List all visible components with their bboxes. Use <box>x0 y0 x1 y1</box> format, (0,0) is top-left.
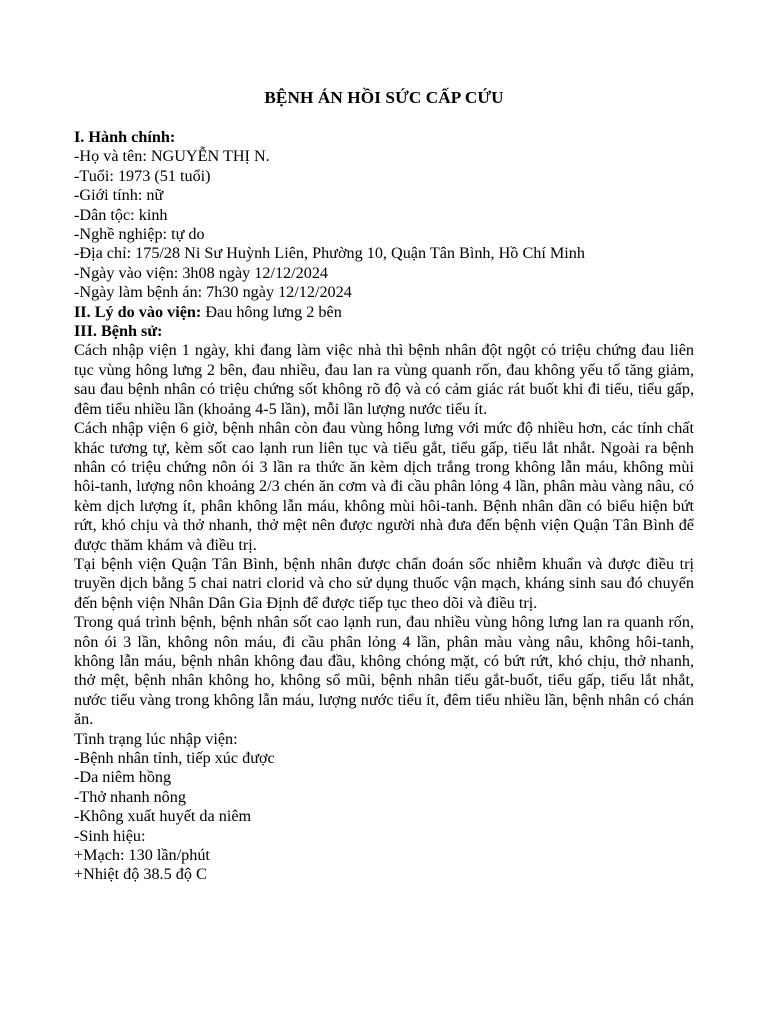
history-paragraph: Cách nhập viện 1 ngày, khi đang làm việc nhà thì bệnh nhân đột ngột có triệu chứng đau liên tục vùng hông lưng 2 bên, đau nhiều, đau lan ra vùng quanh rốn, đau không yếu tố tăng giảm, sau đau bệnh nhân có triệu chứng sốt không rõ độ và có cảm giác rát buốt khi đi tiểu, tiểu gấp, đêm tiểu nhiều lần (khoảng 4-5 lần), mỗi lần lượng nước tiểu ít. <box>74 341 694 418</box>
admission-date-line: -Ngày vào viện: 3h08 ngày 12/12/2024 <box>74 263 329 282</box>
section-administrative-heading: I. Hành chính: <box>74 128 176 146</box>
history-paragraph: Trong quá trình bệnh, bệnh nhân sốt cao lạnh run, đau nhiều vùng hông lưng lan ra quanh rốn, nôn ói 3 lần, không nôn máu, đi cầu phân lỏng 4 lần, phân màu vàng nâu, không hôi-tanh, không lẫn máu, bệnh nhân không đau đầu, không chóng mặt, có bứt rứt, khó chịu, thở nhanh, thở mệt, bệnh nhân không ho, không sổ mũi, bệnh nhân tiểu gắt-buốt, tiểu gấp, tiểu lắt nhắt, nước tiểu vàng trong không lẫn máu, lượng nước tiểu ít, đêm tiểu nhiều lần, bệnh nhân có chán ăn. <box>74 613 694 729</box>
history-paragraph: Cách nhập viện 6 giờ, bệnh nhân còn đau vùng hông lưng với mức độ nhiều hơn, các tính chất khác tương tự, kèm sốt cao lạnh run liên tục và tiểu gắt, tiểu gấp, tiểu lắt nhắt. Ngoài ra bệnh nhân có triệu chứng nôn ói 3 lần ra thức ăn kèm dịch trắng trong không lẫn máu, không mùi hôi-tanh, lượng nôn khoảng 2/3 chén ăn cơm và đi cầu phân lỏng 4 lần, phân màu vàng nâu, có kèm dịch lượng ít, phân không lẫn máu, không mùi hôi-tanh. Bệnh nhân dần có biểu hiện bứt rứt, khó chịu và thở nhanh, thở mệt nên được người nhà đưa đến bệnh viện Quận Tân Bình để được thăm khám và điều trị. <box>74 419 694 554</box>
admission-status-line: -Bệnh nhân tỉnh, tiếp xúc được <box>74 749 275 767</box>
history-paragraph: Tại bệnh viện Quận Tân Bình, bệnh nhân được chẩn đoán sốc nhiễm khuẩn và được điều trị truyền dịch bằng 5 chai natri clorid và cho sử dụng thuốc vận mạch, kháng sinh sau đó chuyển đến bệnh viện Nhân Dân Gia Định để được tiếp tục theo dõi và điều trị. <box>74 554 694 612</box>
patient-occupation-line: -Nghề nghiệp: tự do <box>74 225 205 244</box>
admission-status-line: -Không xuất huyết da niêm <box>74 807 252 826</box>
vital-temperature-line: +Nhiệt độ 38.5 độ C <box>74 865 207 884</box>
admission-status-line: -Thở nhanh nông <box>74 787 186 806</box>
admission-status-line: -Da niêm hồng <box>74 768 172 787</box>
reason-for-admission <box>74 303 694 322</box>
patient-address-line: -Địa chỉ: 175/28 Ni Sư Huỳnh Liên, Phường 10, Quận Tân Bình, Hồ Chí Minh <box>74 244 585 263</box>
patient-age-line: -Tuổi: 1973 (51 tuổi) <box>74 166 211 185</box>
patient-gender-line: -Giới tính: nữ <box>74 186 164 205</box>
section-history-heading: III. Bệnh sử: <box>74 322 163 341</box>
section-reason-heading: II. Lý do vào viện: <box>74 302 202 321</box>
reason-text: Đau hông lưng 2 bên <box>201 302 342 321</box>
vital-signs-label: -Sinh hiệu: <box>74 826 146 845</box>
record-date-line: -Ngày làm bệnh án: 7h30 ngày 12/12/2024 <box>74 283 352 302</box>
document-body <box>74 128 694 885</box>
admission-status-label: Tình trạng lúc nhập viện: <box>74 729 238 748</box>
patient-ethnicity-line: -Dân tộc: kinh <box>74 205 168 224</box>
document-title: BỆNH ÁN HỒI SỨC CẤP CỨU <box>264 88 504 107</box>
vital-pulse-line: +Mạch: 130 lần/phút <box>74 846 210 865</box>
patient-name-line: -Họ và tên: NGUYỄN THỊ N. <box>74 147 270 166</box>
